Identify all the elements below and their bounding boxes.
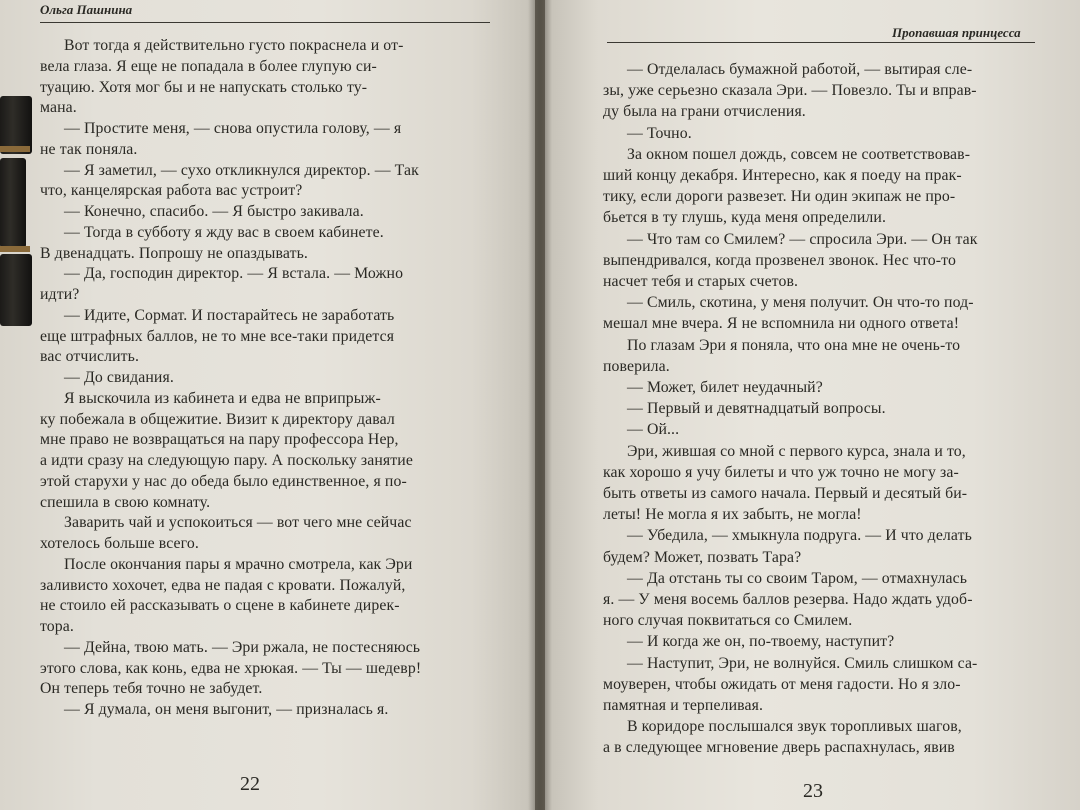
right-text-line-23: — Убедила, — хмыкнула подруга. — И что делать [627, 527, 972, 545]
left-page-header: Ольга Пашнина [40, 2, 133, 17]
right-text-line-4: — Точно. [627, 124, 692, 142]
left-text-line-21: а идти сразу на следующую пару. А поскольку занятие [40, 452, 413, 469]
right-text-line-12: — Смиль, скотина, у меня получит. Он что-то под- [627, 294, 974, 312]
right-page-header: Пропавшая принцесса [892, 25, 1021, 40]
left-text-line-20: мне право не возвращаться на пару профессора Нер, [40, 431, 399, 449]
left-text-line-32: Он теперь тебя точно не забудет. [40, 680, 263, 698]
left-text-line-9: — Конечно, спасибо. — Я быстро закивала. [64, 203, 364, 220]
right-text-line-17: — Первый и девятнадцатый вопросы. [627, 400, 886, 418]
left-text-line-13: идти? [40, 286, 80, 303]
right-text-line-30: моуверен, чтобы ожидать от меня гадости. Но я зло- [603, 675, 961, 693]
left-text-line-22: этой старухи у нас до обеда было единственное, я по- [40, 472, 407, 490]
left-text-line-17: — До свидания. [64, 369, 174, 386]
right-text-line-24: будем? Может, позвать Тара? [603, 548, 802, 566]
left-page-number: 22 [240, 773, 260, 795]
left-text-line-33: — Я думала, он меня выгонит, — призналась я. [64, 701, 389, 718]
right-text-line-33: а в следующее мгновение дверь распахнулась, явив [603, 739, 955, 757]
left-header-rule [40, 22, 490, 23]
left-text-line-27: заливисто хохочет, едва не падая с кровати. Пожалуй, [40, 576, 406, 594]
right-text-line-25: — Да отстань ты со своим Таром, — отмахнулась [627, 569, 968, 587]
binder-clip-middle [0, 158, 26, 248]
left-text-line-19: ку побежала в общежитие. Визит к директору давал [40, 410, 395, 428]
left-text-line-14: — Идите, Сормат. И постарайтесь не заработать [64, 306, 395, 324]
right-text-line-26: я. — У меня восемь баллов резерва. Надо ждать удоб- [603, 591, 973, 608]
right-text-line-14: По глазам Эри я поняла, что она мне не очень-то [627, 336, 961, 354]
binder-clip-band-upper [0, 146, 30, 152]
right-text-line-16: — Может, билет неудачный? [627, 379, 823, 396]
right-text-line-13: мешал мне вчера. Я не вспомнила ни одного ответа! [603, 315, 960, 333]
right-text-line-6: ший концу декабря. Интересно, как я поеду на прак- [603, 167, 962, 184]
right-text-line-18: — Ой... [627, 421, 680, 439]
right-text-line-15: поверила. [603, 357, 670, 375]
left-text-line-7: — Я заметил, — сухо откликнулся директор. — Так [64, 161, 419, 179]
right-text-line-19: Эри, жившая со мной с первого курса, знала и то, [627, 442, 966, 460]
left-text-line-29: тора. [40, 618, 74, 635]
right-page [545, 0, 1080, 810]
left-text-line-23: спешила в свою комнату. [40, 493, 211, 511]
left-text-line-30: — Дейна, твою мать. — Эри ржала, не постесняюсь [64, 638, 421, 656]
right-text-line-28: — И когда же он, по-твоему, наступит? [627, 633, 895, 651]
book-gutter [528, 0, 552, 810]
left-text-line-28: не стоило ей рассказывать о сцене в кабинете дирек- [40, 597, 400, 615]
left-text-line-5: — Простите меня, — снова опустила голову, — я [64, 120, 402, 137]
left-text-line-25: хотелось больше всего. [40, 535, 199, 552]
left-text-line-15: еще штрафных баллов, не то мне все-таки придется [40, 327, 395, 345]
right-text-line-5: За окном пошел дождь, совсем не соответствовав- [627, 145, 971, 163]
left-text-line-6: не так поняла. [40, 140, 138, 158]
left-text-line-12: — Да, господин директор. — Я встала. — Можно [64, 265, 404, 283]
right-text-line-21: быть ответы из самого начала. Первый и десятый би- [603, 485, 968, 502]
right-text-line-27: ного случая поквитаться со Смилем. [603, 612, 853, 630]
right-text-line-1: — Отделалась бумажной работой, — вытирая сле- [627, 61, 973, 78]
right-text-line-11: насчет тебя и старых счетов. [603, 273, 799, 290]
right-text-line-29: — Наступит, Эри, не волнуйся. Смиль слишком са- [627, 654, 978, 672]
binder-clip-band-lower [0, 246, 30, 252]
left-text-line-10: — Тогда в субботу я жду вас в своем кабинете. [64, 223, 384, 241]
right-text-line-7: тику, если дороги развезет. Ни один экипаж не про- [603, 188, 956, 206]
right-text-line-3: ду была на грани отчисления. [603, 103, 806, 121]
left-text-line-8: что, канцелярская работа вас устроит? [40, 182, 303, 200]
right-text-line-8: бьется в ту глушь, куда меня определили. [603, 209, 887, 227]
right-text-line-31: памятная и терпеливая. [603, 697, 764, 714]
left-text-line-1: Вот тогда я действительно густо покраснела и от- [64, 37, 404, 54]
left-text-line-4: мана. [40, 99, 77, 117]
left-text-line-24: Заварить чай и успокоиться — вот чего мне сейчас [64, 514, 412, 532]
right-text-line-20: как хорошо я учу билеты и что уж точно не могу за- [603, 463, 959, 481]
left-text-line-31: этого слова, как конь, едва не хрюкая. — Ты — шедевр! [40, 659, 422, 677]
right-text-line-10: выпендривался, когда прозвенел звонок. Нес что-то [603, 251, 956, 269]
right-text-line-32: В коридоре послышался звук торопливых шагов, [627, 718, 962, 736]
right-header-rule [607, 42, 1035, 43]
left-text-line-26: После окончания пары я мрачно смотрела, как Эри [64, 555, 413, 573]
right-text-line-22: леты! Не могла я их забыть, не могла! [603, 506, 862, 524]
left-text-line-11: В двенадцать. Попрошу не опаздывать. [40, 244, 308, 262]
right-page-number: 23 [803, 780, 823, 802]
left-text-line-18: Я выскочила из кабинета и едва не вприпрыж- [64, 389, 381, 407]
left-text-line-16: вас отчислить. [40, 348, 140, 366]
binder-clip-lower [0, 254, 32, 326]
right-text-line-9: — Что там со Смилем? — спросила Эри. — Он так [627, 230, 978, 248]
left-text-line-2: вела глаза. Я еще не попадала в более глупую си- [40, 57, 377, 75]
binder-clip [0, 96, 34, 331]
left-text-line-3: туацию. Хотя мог бы и не напускать столько ту- [40, 78, 368, 96]
left-page [0, 0, 535, 810]
right-text-line-2: зы, уже серьезно сказала Эри. — Повезло. Ты и вправ- [603, 82, 977, 100]
